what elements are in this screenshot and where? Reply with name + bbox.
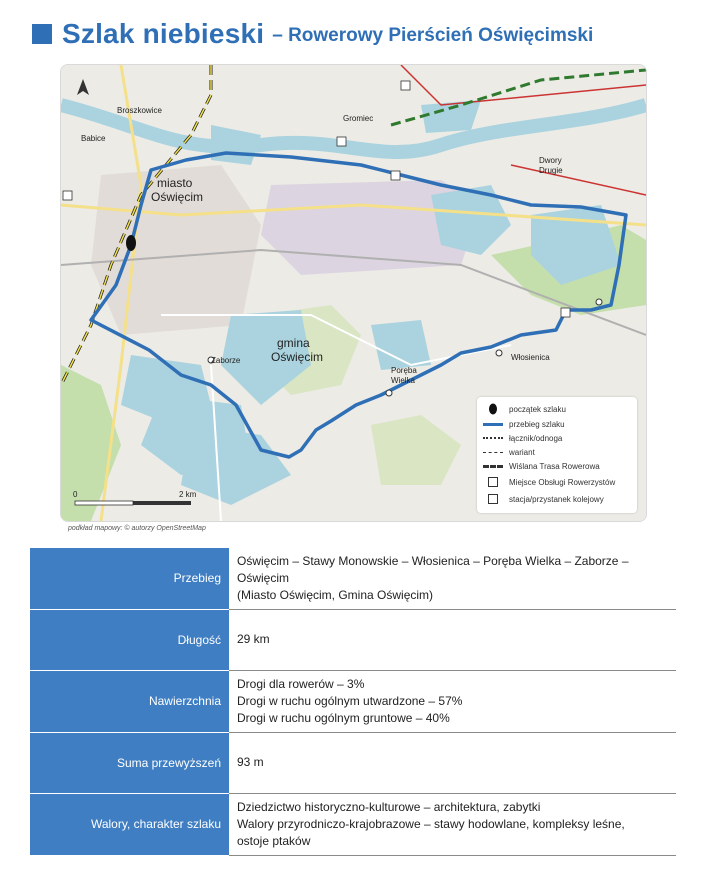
- label-broszkowice: Broszkowice: [117, 106, 162, 115]
- label-babice: Babice: [81, 134, 106, 143]
- label-poreba: Poręba: [391, 366, 417, 375]
- label-gromiec: Gromiec: [343, 114, 374, 123]
- legend-label: stacja/przystanek kolejowy: [509, 494, 604, 504]
- legend-label: początek szlaku: [509, 404, 566, 414]
- village-dot: [596, 299, 602, 305]
- row-label-walory: Walory, charakter szlaku: [30, 793, 229, 855]
- value-line: Oświęcim: [237, 570, 290, 585]
- value-line: Oświęcim – Stawy Monowskie – Włosienica – Poręba Wielka – Zaborze –: [237, 553, 629, 568]
- table-row: [30, 732, 676, 793]
- map-legend: [477, 397, 637, 513]
- legend-item: [483, 432, 562, 444]
- train-station-icon: [391, 171, 400, 180]
- legend-label: Wiślana Trasa Rowerowa: [509, 461, 600, 471]
- row-value-dlugosc: [229, 609, 676, 670]
- train-station-icon: [483, 494, 503, 504]
- value-line: ostoje ptaków: [237, 833, 311, 848]
- village-dot: [386, 390, 392, 396]
- row-value-nawierzchnia: [229, 670, 676, 732]
- legend-item: [483, 446, 535, 458]
- route-line-icon: [483, 419, 503, 429]
- value-line: Dziedzictwo historyczno-kulturowe – architektura, zabytki: [237, 799, 541, 814]
- table-row: [30, 609, 676, 670]
- dotted-line-icon: [483, 433, 503, 443]
- village-dot: [496, 350, 502, 356]
- value-line: 93 m: [237, 755, 264, 769]
- train-station-icon: [63, 191, 72, 200]
- scale-label: 2 km: [179, 490, 197, 499]
- label-wlosienica: Włosienica: [511, 353, 550, 362]
- row-value-walory: [229, 793, 676, 855]
- legend-item: [483, 493, 604, 505]
- table-row: [30, 548, 676, 609]
- legend-item: [483, 476, 615, 488]
- dashed-line-icon: [483, 447, 503, 457]
- row-value-przebieg: [229, 548, 676, 609]
- start-marker-icon: [483, 404, 503, 414]
- legend-item: [483, 418, 565, 430]
- label-gmina-oswiecim: Oświęcim: [271, 350, 324, 364]
- start-marker-icon: [126, 235, 136, 251]
- row-label-przewyzszenia: Suma przewyższeń: [30, 732, 229, 793]
- map-credit: podkład mapowy: © autorzy OpenStreetMap: [68, 525, 206, 532]
- table-row: [30, 793, 676, 855]
- value-line: 29 km: [237, 632, 270, 646]
- value-line: Drogi w ruchu ogólnym gruntowe – 40%: [237, 710, 450, 725]
- row-label-nawierzchnia: Nawierzchnia: [30, 670, 229, 732]
- legend-item: [483, 460, 600, 472]
- label-dwory: Dwory: [539, 156, 562, 165]
- row-value-przewyzszenia: [229, 732, 676, 793]
- value-line: Walory przyrodniczo-krajobrazowe – stawy hodowlane, kompleksy leśne,: [237, 816, 625, 831]
- scale-zero: 0: [73, 490, 78, 499]
- route-info-table: [30, 548, 676, 856]
- title-square-icon: [32, 24, 52, 44]
- long-dash-line-icon: [483, 461, 503, 471]
- value-line: (Miasto Oświęcim, Gmina Oświęcim): [237, 587, 434, 602]
- bike-service-icon: [401, 81, 410, 90]
- value-line: Drogi w ruchu ogólnym utwardzone – 57%: [237, 693, 463, 708]
- bike-service-icon: [337, 137, 346, 146]
- label-zaborze: Zaborze: [211, 356, 241, 365]
- page-title: Szlak niebieski: [62, 18, 265, 49]
- page-subtitle: – Rowerowy Pierścień Oświęcimski: [272, 25, 594, 46]
- legend-item: [483, 403, 566, 415]
- label-gmina: gmina: [277, 336, 310, 350]
- legend-label: łącznik/odnoga: [509, 433, 563, 443]
- page-header: [32, 16, 593, 52]
- legend-label: przebieg szlaku: [509, 419, 565, 429]
- value-line: Drogi dla rowerów – 3%: [237, 676, 365, 691]
- label-drugie: Drugie: [539, 166, 563, 175]
- legend-label: Miejsce Obsługi Rowerzystów: [509, 477, 616, 487]
- row-label-przebieg: Przebieg: [30, 548, 229, 609]
- label-wielka: Wielka: [391, 376, 416, 385]
- bike-service-icon: [483, 477, 503, 487]
- legend-label: wariant: [509, 447, 535, 457]
- label-miasto: miasto: [157, 176, 193, 190]
- table-row: [30, 670, 676, 732]
- row-label-dlugosc: Długość: [30, 609, 229, 670]
- label-oswiecim: Oświęcim: [151, 190, 204, 204]
- train-station-icon: [561, 308, 570, 317]
